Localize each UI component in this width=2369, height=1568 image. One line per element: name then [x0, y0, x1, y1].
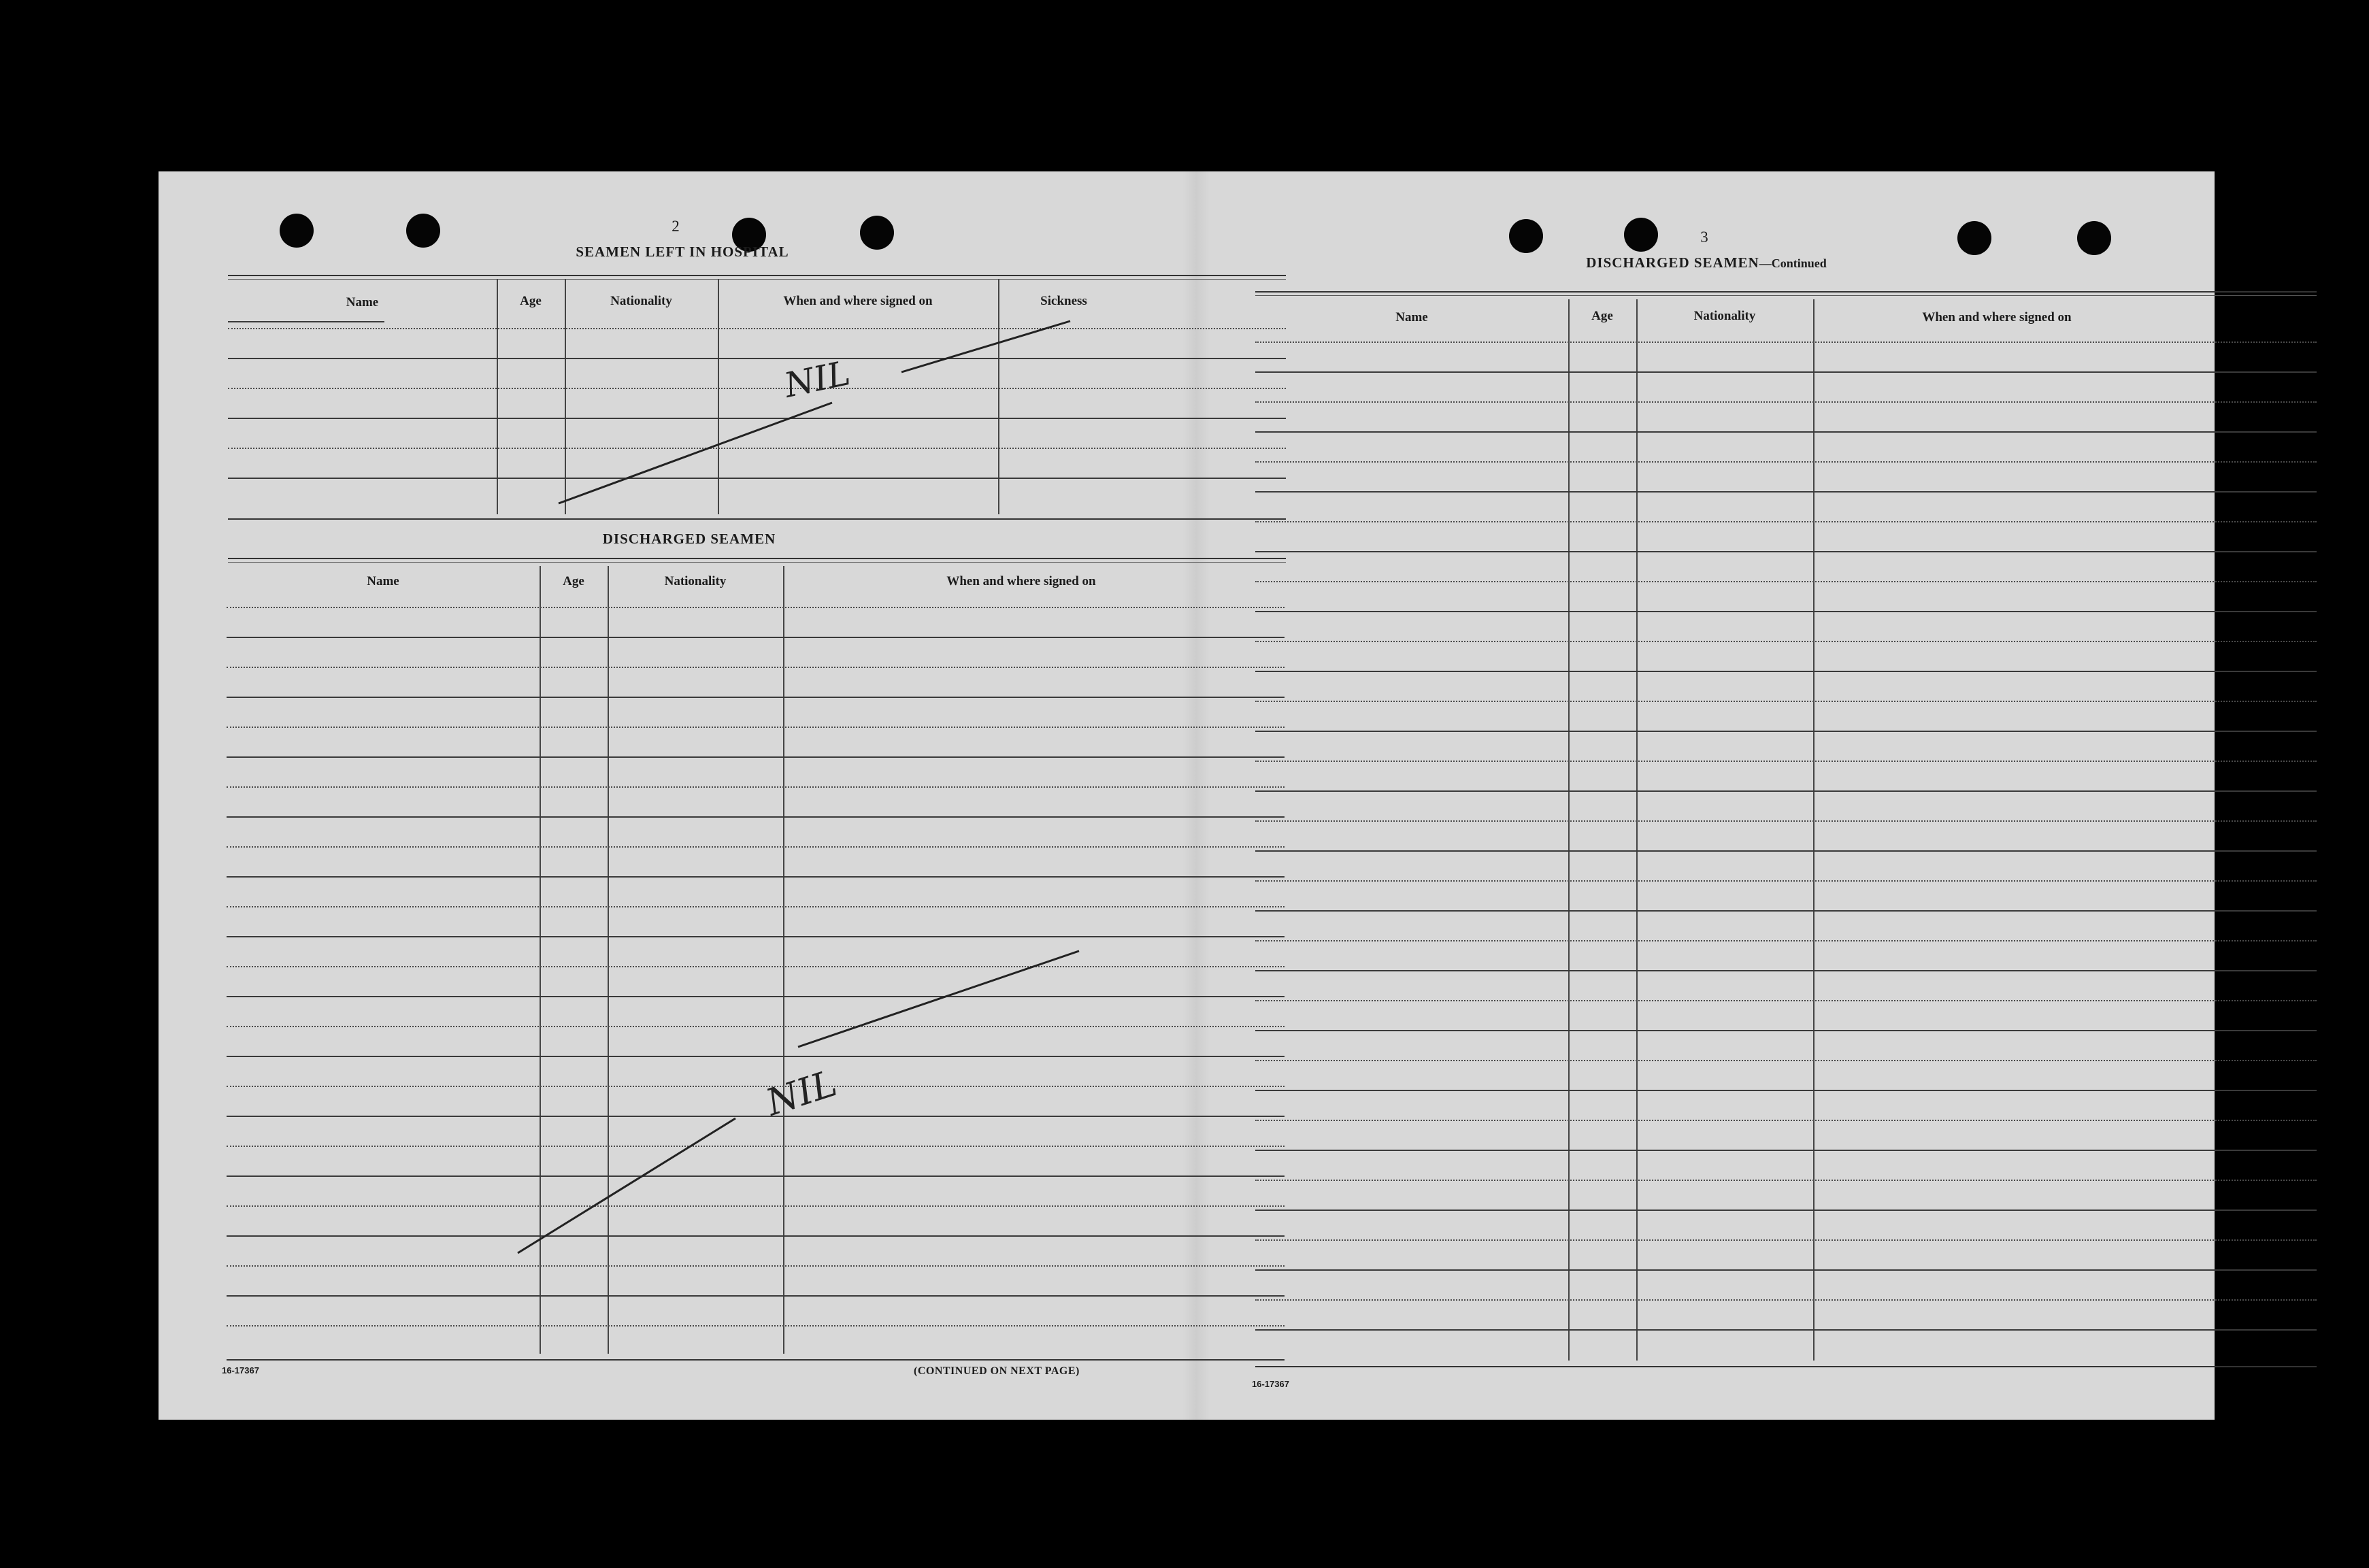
- row-line: [227, 1325, 1285, 1327]
- row-line: [227, 607, 1285, 608]
- row-line: [1255, 1299, 2317, 1301]
- column-header-age: Age: [520, 294, 542, 308]
- form-code: 16-17367: [222, 1365, 259, 1375]
- hospital-bottom-rule: [228, 518, 1286, 520]
- row-line: [1255, 1329, 2317, 1331]
- row-line: [227, 1295, 1285, 1297]
- row-line: [1255, 1239, 2317, 1241]
- punch-hole: [860, 216, 894, 250]
- row-line: [1255, 731, 2317, 732]
- hospital-top-rule: [228, 275, 1286, 276]
- row-line: [227, 727, 1285, 728]
- column-header-age: Age: [1591, 309, 1613, 323]
- row-line: [1255, 1030, 2317, 1031]
- discharged-continued-title: [1519, 254, 1893, 271]
- row-line: [1255, 401, 2317, 403]
- row-line: [1255, 1000, 2317, 1001]
- title-suffix: —Continued: [1759, 256, 1827, 270]
- punch-hole: [1509, 219, 1543, 253]
- column-header-name: Name: [346, 295, 379, 310]
- row-line: [227, 667, 1285, 668]
- row-line: [1255, 1090, 2317, 1091]
- page-number: 3: [1700, 229, 1708, 246]
- column-divider: [1813, 299, 1815, 1361]
- title-text: DISCHARGED SEAMEN: [1586, 254, 1759, 271]
- row-line: [1255, 1060, 2317, 1061]
- column-header-signed-on: When and where signed on: [783, 294, 933, 308]
- row-line: [1255, 551, 2317, 552]
- form-code: 16-17367: [1252, 1379, 1289, 1389]
- row-line: [1255, 880, 2317, 882]
- handwriting-hospital-nil: [390, 307, 1097, 512]
- row-line: [1255, 431, 2317, 433]
- right-bottom-rule: [1255, 1366, 2317, 1367]
- handwriting-text: NIL: [780, 353, 854, 405]
- handwriting-text: NIL: [761, 1061, 842, 1124]
- row-line: [1255, 641, 2317, 642]
- discharged-top-rule: [228, 558, 1286, 559]
- row-line: [227, 697, 1285, 698]
- punch-hole: [1957, 221, 1991, 255]
- row-line: [1255, 671, 2317, 672]
- row-line: [1255, 581, 2317, 582]
- row-line: [1255, 371, 2317, 373]
- row-line: [1255, 1150, 2317, 1151]
- ledger-paper: [159, 171, 2215, 1420]
- column-header-nationality: Nationality: [1693, 309, 1756, 323]
- punch-hole: [406, 214, 440, 248]
- row-line: [1255, 461, 2317, 463]
- handwriting-discharged-nil: [349, 770, 1125, 1260]
- column-header-sickness: Sickness: [1040, 294, 1087, 308]
- right-top-rule: [1255, 291, 2317, 293]
- page-number: 2: [672, 218, 680, 235]
- row-line: [1255, 521, 2317, 522]
- row-line: [1255, 820, 2317, 822]
- row-line: [1255, 761, 2317, 762]
- column-header-name: Name: [367, 574, 399, 588]
- row-line: [1255, 850, 2317, 852]
- discharged-table-right: [1255, 299, 2317, 1361]
- column-header-nationality: Nationality: [664, 574, 727, 588]
- row-line: [227, 1265, 1285, 1267]
- column-divider: [1568, 299, 1570, 1361]
- punch-hole: [2077, 221, 2111, 255]
- continued-note: (CONTINUED ON NEXT PAGE): [914, 1365, 1080, 1377]
- row-line: [1255, 1269, 2317, 1271]
- row-line: [1255, 1210, 2317, 1211]
- row-line: [1255, 790, 2317, 792]
- row-line: [1255, 940, 2317, 941]
- column-header-signed-on: When and where signed on: [1922, 310, 2072, 324]
- column-header-nationality: Nationality: [610, 294, 672, 308]
- hospital-section-title: SEAMEN LEFT IN HOSPITAL: [576, 244, 789, 260]
- row-line: [227, 637, 1285, 638]
- discharged-section-title: DISCHARGED SEAMEN: [602, 531, 776, 547]
- row-line: [1255, 1120, 2317, 1121]
- punch-hole: [280, 214, 314, 248]
- column-divider: [1636, 299, 1638, 1361]
- row-line: [1255, 701, 2317, 702]
- row-line: [227, 756, 1285, 758]
- row-line: [1255, 341, 2317, 343]
- column-header-signed-on: When and where signed on: [946, 574, 1096, 588]
- row-line: [1255, 491, 2317, 493]
- punch-hole: [1624, 218, 1658, 252]
- column-header-name: Name: [1395, 310, 1428, 324]
- row-line: [1255, 1180, 2317, 1181]
- discharged-bottom-rule: [227, 1359, 1285, 1361]
- column-header-age: Age: [563, 574, 584, 588]
- row-line: [1255, 970, 2317, 971]
- row-line: [1255, 910, 2317, 912]
- row-line: [1255, 611, 2317, 612]
- row-line: [228, 321, 384, 322]
